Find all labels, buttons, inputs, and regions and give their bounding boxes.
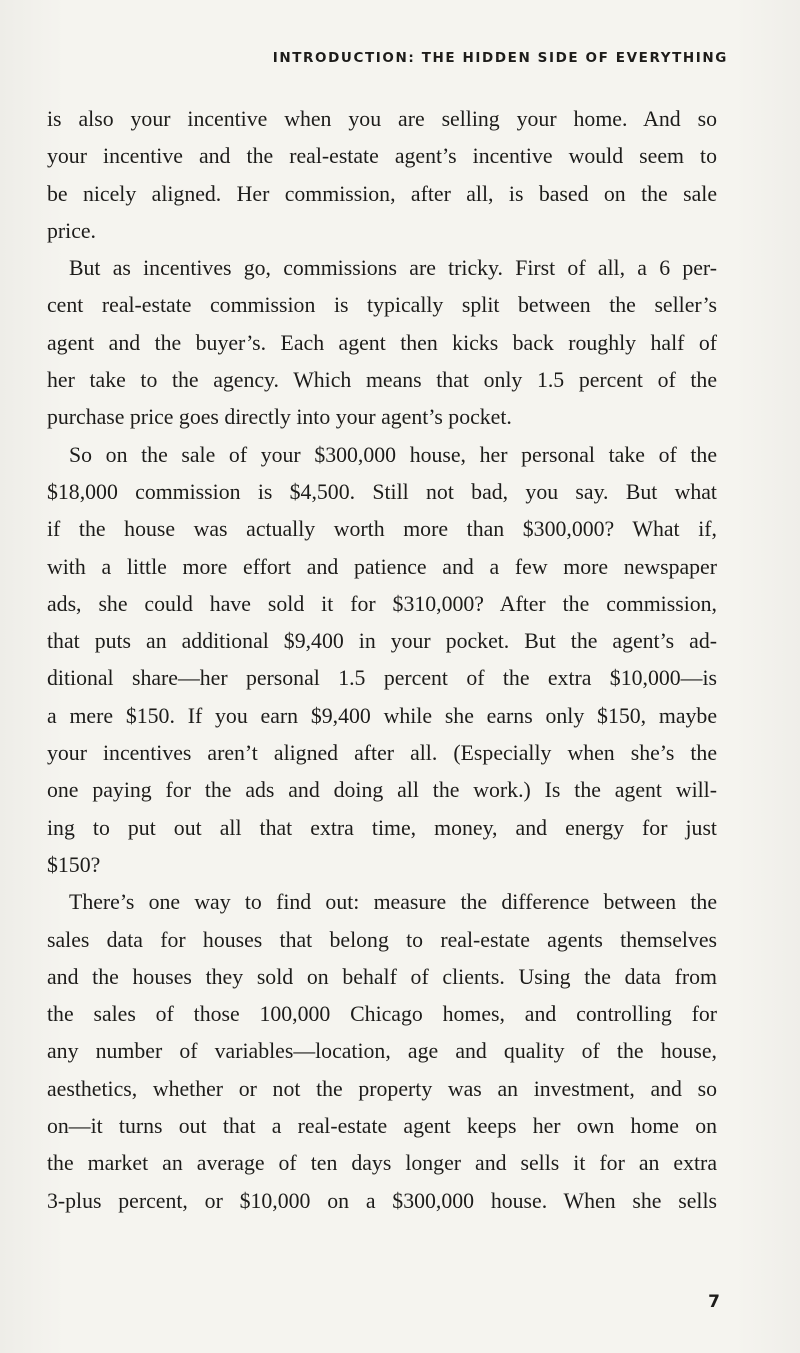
text-line: your incentive and the real-estate agent’s incentive would seem to bbox=[47, 144, 717, 169]
text-line: with a little more effort and patience and a few more newspaper bbox=[47, 554, 717, 579]
text-line: ditional share—her personal 1.5 percent of the extra $10,000—is bbox=[47, 666, 717, 691]
text-line: But as incentives go, commissions are tricky. First of all, a 6 per- bbox=[69, 256, 717, 281]
text-line: the market an average of ten days longer and sells it for an extra bbox=[47, 1151, 717, 1176]
text-line: is also your incentive when you are selling your home. And so bbox=[47, 107, 717, 131]
text-line: and the houses they sold on behalf of clients. Using the data from bbox=[47, 964, 717, 989]
body-text bbox=[47, 101, 717, 1220]
text-line: the sales of those 100,000 Chicago homes, and controlling for bbox=[47, 1002, 717, 1027]
text-line: purchase price goes directly into your agent’s pocket. bbox=[47, 405, 512, 430]
text-line: $150? bbox=[47, 852, 101, 877]
text-line: 3-plus percent, or $10,000 on a $300,000 house. When she sells bbox=[47, 1188, 717, 1213]
text-line: sales data for houses that belong to real-estate agents themselves bbox=[47, 927, 717, 952]
text-line: that puts an additional $9,400 in your pocket. But the agent’s ad- bbox=[47, 629, 717, 654]
text-line: ing to put out all that extra time, money, and energy for just bbox=[47, 815, 717, 840]
text-line: on—it turns out that a real-estate agent keeps her own home on bbox=[47, 1114, 717, 1139]
text-line: be nicely aligned. Her commission, after all, is based on the sale bbox=[47, 181, 717, 206]
text-line: There’s one way to find out: measure the difference between the bbox=[69, 890, 717, 915]
page-number: 7 bbox=[708, 1292, 720, 1312]
text-line: ads, she could have sold it for $310,000? After the commission, bbox=[47, 591, 717, 616]
text-line: $18,000 commission is $4,500. Still not bad, you say. But what bbox=[47, 479, 717, 504]
text-line: So on the sale of your $300,000 house, her personal take of the bbox=[69, 442, 717, 467]
text-line: aesthetics, whether or not the property was an investment, and so bbox=[47, 1076, 717, 1101]
text-line: if the house was actually worth more than $300,000? What if, bbox=[47, 517, 717, 542]
text-line: any number of variables—location, age and quality of the house, bbox=[47, 1039, 717, 1064]
text-line: one paying for the ads and doing all the work.) Is the agent will- bbox=[47, 778, 717, 803]
text-line: your incentives aren’t aligned after all. (Especially when she’s the bbox=[47, 741, 717, 766]
text-line: a mere $150. If you earn $9,400 while she earns only $150, maybe bbox=[47, 703, 717, 728]
running-head: INTRODUCTION: THE HIDDEN SIDE OF EVERYTHING bbox=[272, 50, 728, 66]
text-line: her take to the agency. Which means that only 1.5 percent of the bbox=[47, 368, 717, 393]
text-line: cent real-estate commission is typically split between the seller’s bbox=[47, 293, 717, 318]
text-line: price. bbox=[47, 218, 97, 243]
text-line: agent and the buyer’s. Each agent then kicks back roughly half of bbox=[47, 330, 717, 355]
